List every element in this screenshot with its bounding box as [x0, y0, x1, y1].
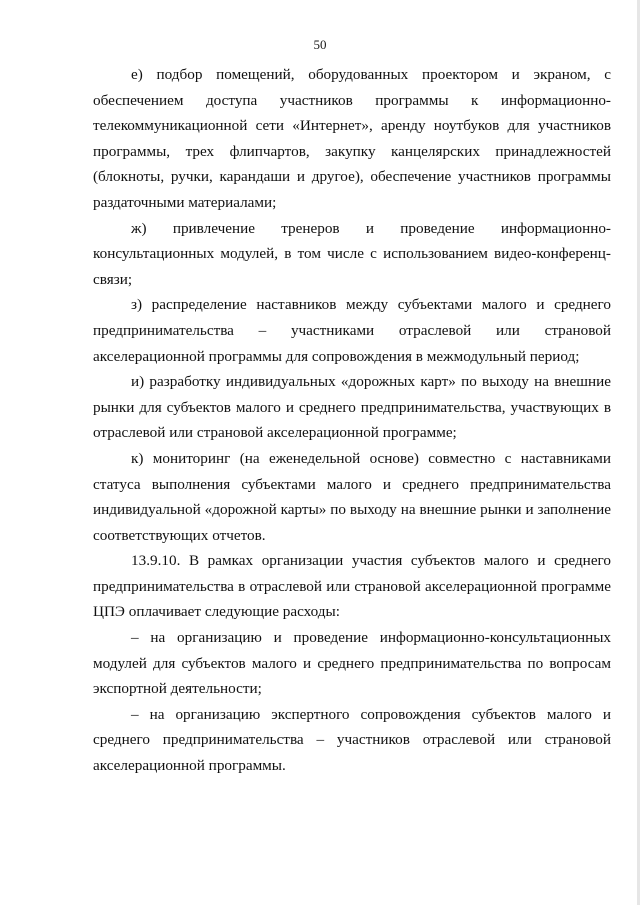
- paragraph-k: к) мониторинг (на еженедельной основе) совместно с наставниками статуса выполнения субъектами малого и среднего предпринимательства индивидуальной «дорожной карты» по выходу на внешние рынки и заполнение соответствующих отчетов.: [93, 449, 611, 544]
- page-number: 50: [313, 37, 327, 52]
- paragraph-expense-1: – на организацию и проведение информационно-консультационных модулей для субъектов малого и среднего предпринимательства по вопросам экспортной деятельности;: [93, 629, 611, 698]
- paragraph-i: и) разработку индивидуальных «дорожных карт» по выходу на внешние рынки для субъектов малого и среднего предпринимательства, участвующих в отраслевой или страновой акселерационной программе;: [93, 373, 611, 442]
- paragraph-13-9-10: 13.9.10. В рамках организации участия субъектов малого и среднего предпринимательства в отраслевой или страновой акселерационной программе ЦПЭ оплачивает следующие расходы:: [93, 552, 611, 621]
- paragraph-zh: ж) привлечение тренеров и проведение информационно-консультационных модулей, в том числе с использованием видео-конференц-связи;: [93, 219, 611, 288]
- paragraph-z: з) распределение наставников между субъектами малого и среднего предпринимательства – участниками отраслевой или страновой акселерационной программы для сопровождения в межмодульный период;: [93, 296, 611, 365]
- paragraph-e: е) подбор помещений, оборудованных проектором и экраном, с обеспечением доступа участников программы к информационно-телекоммуникационной сети «Интернет», аренду ноутбуков для участников программы, трех флипчартов, закупку канцелярских принадлежностей (блокноты, ручки, карандаши и другое), обеспечение участников программы раздаточными материалами;: [93, 66, 611, 211]
- document-body: [93, 62, 611, 779]
- paragraph-expense-2: – на организацию экспертного сопровождения субъектов малого и среднего предпринимательства – участников отраслевой или страновой акселерационной программы.: [93, 705, 611, 775]
